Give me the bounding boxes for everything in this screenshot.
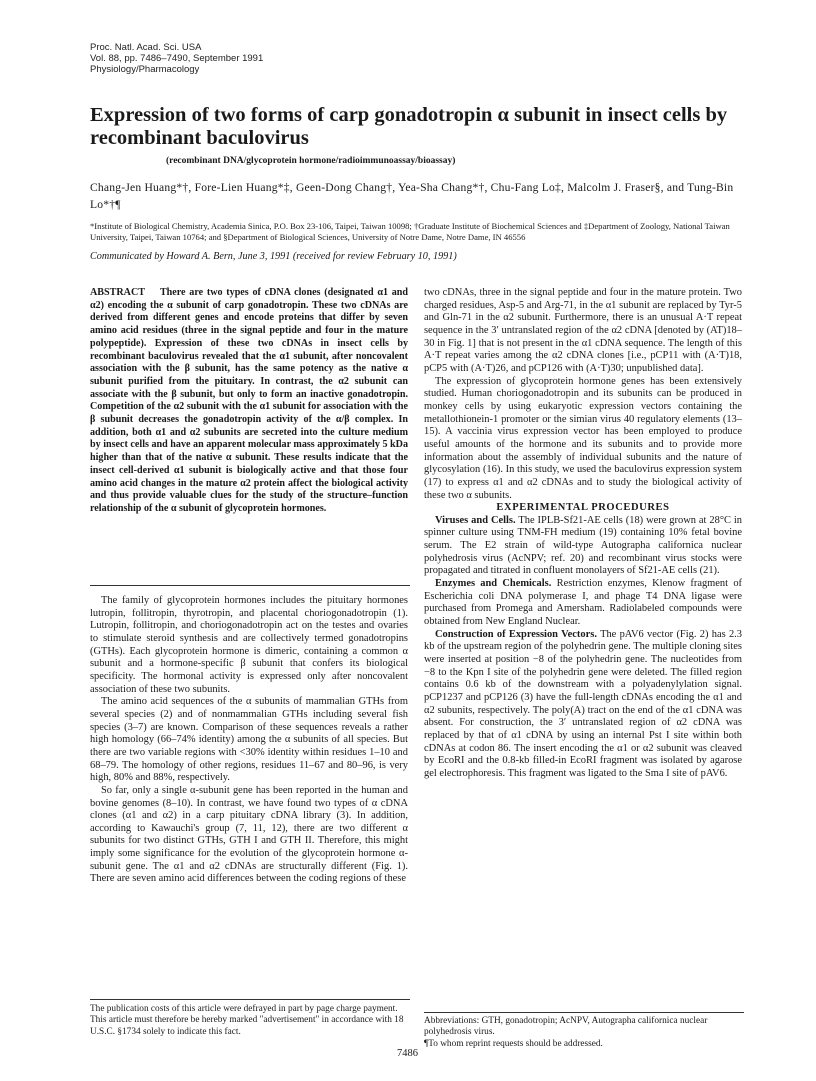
intro-paragraph: So far, only a single α-subunit gene has been reported in the human and bovine genomes (8–10). In contrast, we have found two types of α cDNA clones (α1 and α2) in a carp pituitary cDNA library (3). In addition, according to Kawauchi's group (7, 11, 12), there are two different α subunits for two distinct GTHs, GTH I and GTH II. Therefore, this might imply some significance for the evolution of the glycoprotein hormone α-subunit gene. The α1 and α2 cDNAs are structurally different (Fig. 1). There are seven amino acid differences between the coding regions of these [90, 784, 408, 885]
footnote-divider-right [424, 1012, 744, 1013]
page-number: 7486 [397, 1048, 418, 1059]
methods-paragraph: Viruses and Cells. The IPLB-Sf21-AE cells (18) were grown at 28°C in spinner culture using TNM-FH medium (19) containing 10% fetal bovine serum. The E2 strain of wild-type Autographa californica nuclear polyhedrosis virus (AcNPV; ref. 20) and recombinant virus stocks were propagated and titrated in confluent monolayers of Sf21-AE cells (21). [424, 514, 743, 577]
methods-subhead: Viruses and Cells. [435, 514, 516, 526]
footnote-divider-left [90, 999, 410, 1000]
abstract-text: There are two types of cDNA clones (designated α1 and α2) encoding the α subunit of carp gonadotropin. These two cDNAs are derived from different genes and encode proteins that differ by seven amino acid residues (three in the signal peptide and four in the mature polypeptide). Expression of these two cDNAs in insect cells by recombinant baculovirus revealed that the α1 subunit, after noncovalent association with the β subunit, has the same potency as the native α subunit purified from the pituitary. In contrast, the α2 subunit can associate with the β subunit, but only to form an inactive gonadotropin. Competition of the α2 subunit with the α1 subunit for association with the β subunit decreases the gonadotropin activity of the α/β complex. In addition, both α1 and α2 subunits are secreted into the culture medium by insect cells and have an apparent molecular mass approximately 5 kDa higher than that of the native α subunit. These results indicate that the insect cell-derived α1 subunit is biologically active and that those four amino acid changes in the mature α2 protein affect the biological activity and thus provide valuable clues for the study of the structure–function relationship of the α subunit of glycoprotein hormones. [90, 287, 409, 514]
publication-cost-note: The publication costs of this article were defrayed in part by page charge payment. This article must therefore be hereby marked "advertisement" in accordance with 18 U.S.C. §1734 solely to indicate this fact. [90, 1004, 404, 1037]
intro-paragraph: two cDNAs, three in the signal peptide and four in the mature protein. Two charged residues, Asp-5 and Arg-71, in the α1 subunit are replaced by Tyr-5 and Gln-71 in the α2 subunit. Furthermore, there is an unusual A·T repeat sequence in the 3′ untranslated region of the α2 cDNA [denoted by (AT)18–30 in Fig. 1] that is not present in the α1 cDNA sequence. The length of this A·T repeat varies among the α2 cDNA clones [i.e., pCP11 with (A·T)18, pCP5 with (A·T)26, and pCP126 with (A·T)30; unpublished data]. [424, 287, 742, 374]
methods-paragraph: Enzymes and Chemicals. Restriction enzymes, Klenow fragment of Escherichia coli DNA polymerase I, and phage T4 DNA ligase were purchased from Promega and Amersham. Radiolabeled compounds were obtained from New England Nuclear. [424, 578, 743, 628]
journal-header [90, 42, 263, 75]
abstract-label: ABSTRACT [90, 287, 145, 298]
methods-subhead: Enzymes and Chemicals. [435, 578, 552, 590]
methods-paragraph: Construction of Expression Vectors. The pAV6 vector (Fig. 2) has 2.3 kb of the upstream region of the polyhedrin gene. The multiple cloning sites were inserted at position −8 of the polyhedrin gene. The nucleotides from −8 to the Kpn I site of the polyhedrin gene were deleted. The filled region contains 0.6 kb of the downstream with a polyadenylylation signal. pCP1237 and pCP126 (3) have the full-length cDNAs encoding the α1 and α2 subunits, respectively. The poly(A) tract on the end of the α1 cDNA was absent. For construction, the 3′ untranslated region of α2 cDNA was replaced by that of α1 cDNA by using an internal Pst I site within both cDNAs at codon 86. The insert encoding the α1 or α2 subunit was cleaved by EcoRI and the 0.8-kb filled-in EcoRI fragment was isolated by agarose gel electrophoresis. This fragment was ligated to the Sma I site of pAV6. [424, 628, 743, 779]
abstract [90, 287, 408, 516]
journal-name: Proc. Natl. Acad. Sci. USA [90, 42, 202, 53]
introduction-left-column [90, 595, 408, 886]
abstract-divider [90, 585, 410, 586]
methods-subhead: Construction of Expression Vectors. [435, 628, 597, 640]
affiliations: *Institute of Biological Chemistry, Academia Sinica, P.O. Box 23-106, Taipei, Taiwan 10098; †Graduate Institute of Biochemical Sciences and ‡Department of Zoology, National Taiwan University, Taipei, Taiwan 10764; and §Department of Biological Sciences, University of Notre Dame, Notre Dame, IN 46556 [90, 221, 730, 242]
article-title: Expression of two forms of carp gonadotropin α subunit in insect cells by recombinant baculovirus [90, 104, 728, 149]
reprint-note: ¶To whom reprint requests should be addressed. [424, 1038, 603, 1049]
right-column [424, 287, 742, 781]
intro-paragraph: The family of glycoprotein hormones includes the pituitary hormones lutropin, follitropin, thyrotropin, and placental choriogonadotropin (1). Lutropin, follitropin, and choriogonadotropin act on the testes and ovaries to stimulate steroid synthesis and are collectively termed gonadotropins (GTHs). Each glycoprotein hormone is dimeric, containing a common α subunit and a hormone-specific β subunit that confers its biological specificity. The hormonal activity is expressed only after noncovalent association of these two subunits. [90, 595, 408, 695]
journal-volume: Vol. 88, pp. 7486–7490, September 1991 [90, 53, 264, 64]
keywords: (recombinant DNA/glycoprotein hormone/radioimmunoassay/bioassay) [166, 156, 456, 166]
abbreviations: Abbreviations: GTH, gonadotropin; AcNPV, Autographa californica nuclear polyhedrosis virus. [424, 1016, 708, 1038]
journal-section: Physiology/Pharmacology [90, 64, 200, 75]
abbreviations-note [424, 1016, 742, 1050]
intro-paragraph: The amino acid sequences of the α subunits of mammalian GTHs from several species (2) and of nonmammalian GTHs including several fish species (3–7) are known. Comparison of these sequences reveals a rather high homology (66–74% identity) among the α subunits of all species. But there are two variable regions with <30% identity within residues 1–10 and 68–79. The homology of other regions, residues 11–67 and 80–96, is very high, 80% and 88%, respectively. [90, 696, 408, 784]
communicated-line: Communicated by Howard A. Bern, June 3, 1991 (received for review February 10, 1991) [90, 251, 457, 262]
author-list: Chang-Jen Huang*†, Fore-Lien Huang*‡, Geen-Dong Chang†, Yea-Sha Chang*†, Chu-Fang Lo‡, Malcolm J. Fraser§, and Tung-Bin Lo*†¶ [90, 181, 734, 211]
intro-paragraph: The expression of glycoprotein hormone genes has been extensively studied. Human choriogonadotropin and its subunits can be produced in monkey cells by using eukaryotic expression vectors containing the metallothionein-1 promoter or the simian virus 40 regulatory elements (13–15). A vaccinia virus expression vector has been employed to produce useful amounts of the hormone and its subunits and to provide more information about the assembly of individual subunits and the nature of glycosylation (16). In this study, we used the baculovirus expression system (17) to express α1 and α2 cDNAs and to study the biological activity of these two α subunits. [424, 375, 742, 501]
section-heading: EXPERIMENTAL PROCEDURES [496, 502, 670, 514]
